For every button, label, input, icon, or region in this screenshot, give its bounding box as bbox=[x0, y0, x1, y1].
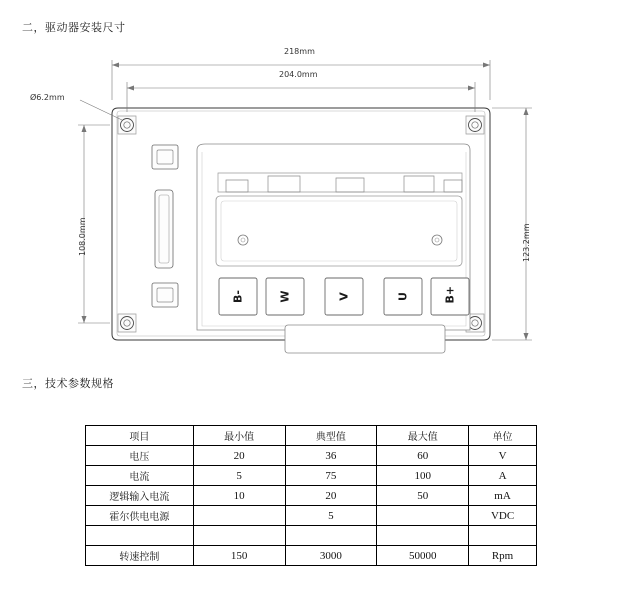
cell-min: 10 bbox=[193, 486, 285, 506]
cell-max: 50 bbox=[377, 486, 469, 506]
dimension-label-inner-height: 108.0mm bbox=[78, 217, 87, 256]
cell-typ: 5 bbox=[285, 506, 377, 526]
terminal-label-u: U bbox=[396, 292, 410, 301]
terminal-label-v: V bbox=[337, 292, 351, 301]
column-header-max: 最大值 bbox=[377, 426, 469, 446]
table-header-row bbox=[86, 426, 537, 446]
cell-typ: 75 bbox=[285, 466, 377, 486]
cell-min: 150 bbox=[193, 546, 285, 566]
table-row bbox=[86, 526, 537, 546]
table-row bbox=[86, 546, 537, 566]
cell-min bbox=[193, 506, 285, 526]
terminal-label-b-minus: B- bbox=[231, 290, 245, 303]
cell-typ bbox=[285, 526, 377, 546]
cell-max bbox=[377, 526, 469, 546]
column-header-item: 项目 bbox=[86, 426, 194, 446]
cell-item: 逻辑输入电流 bbox=[86, 486, 194, 506]
terminal-label-w: W bbox=[278, 290, 292, 303]
cell-typ: 20 bbox=[285, 486, 377, 506]
column-header-min: 最小值 bbox=[193, 426, 285, 446]
dimension-label-overall-height: 123.2mm bbox=[522, 223, 531, 262]
table-row bbox=[86, 446, 537, 466]
cell-typ: 36 bbox=[285, 446, 377, 466]
cell-unit: mA bbox=[469, 486, 537, 506]
cell-unit: A bbox=[469, 466, 537, 486]
table-row bbox=[86, 506, 537, 526]
cell-min: 5 bbox=[193, 466, 285, 486]
dimension-label-inner-width: 204.0mm bbox=[279, 70, 318, 79]
cell-max: 100 bbox=[377, 466, 469, 486]
dimension-label-hole-diameter: Ø6.2mm bbox=[30, 93, 65, 102]
driver-dimension-drawing bbox=[0, 40, 622, 360]
cell-unit: VDC bbox=[469, 506, 537, 526]
cell-min: 20 bbox=[193, 446, 285, 466]
cell-item bbox=[86, 526, 194, 546]
cell-item: 电压 bbox=[86, 446, 194, 466]
section-heading-technical-specifications: 三，技术参数规格 bbox=[22, 377, 114, 390]
cell-typ: 3000 bbox=[285, 546, 377, 566]
dimension-label-overall-width: 218mm bbox=[284, 47, 315, 56]
table-row bbox=[86, 486, 537, 506]
column-header-typ: 典型值 bbox=[285, 426, 377, 446]
cell-unit: V bbox=[469, 446, 537, 466]
specification-table bbox=[85, 425, 537, 566]
cell-max: 60 bbox=[377, 446, 469, 466]
cell-unit: Rpm bbox=[469, 546, 537, 566]
table-row bbox=[86, 466, 537, 486]
cell-item: 电流 bbox=[86, 466, 194, 486]
section-heading-installation-dimensions: 二，驱动器安装尺寸 bbox=[22, 21, 126, 34]
cell-min bbox=[193, 526, 285, 546]
cell-item: 转速控制 bbox=[86, 546, 194, 566]
terminal-label-b-plus: B+ bbox=[443, 285, 457, 304]
cell-item: 霍尔供电电源 bbox=[86, 506, 194, 526]
column-header-unit: 单位 bbox=[469, 426, 537, 446]
cell-unit bbox=[469, 526, 537, 546]
cell-max bbox=[377, 506, 469, 526]
cell-max: 50000 bbox=[377, 546, 469, 566]
specification-table-container bbox=[85, 425, 537, 566]
